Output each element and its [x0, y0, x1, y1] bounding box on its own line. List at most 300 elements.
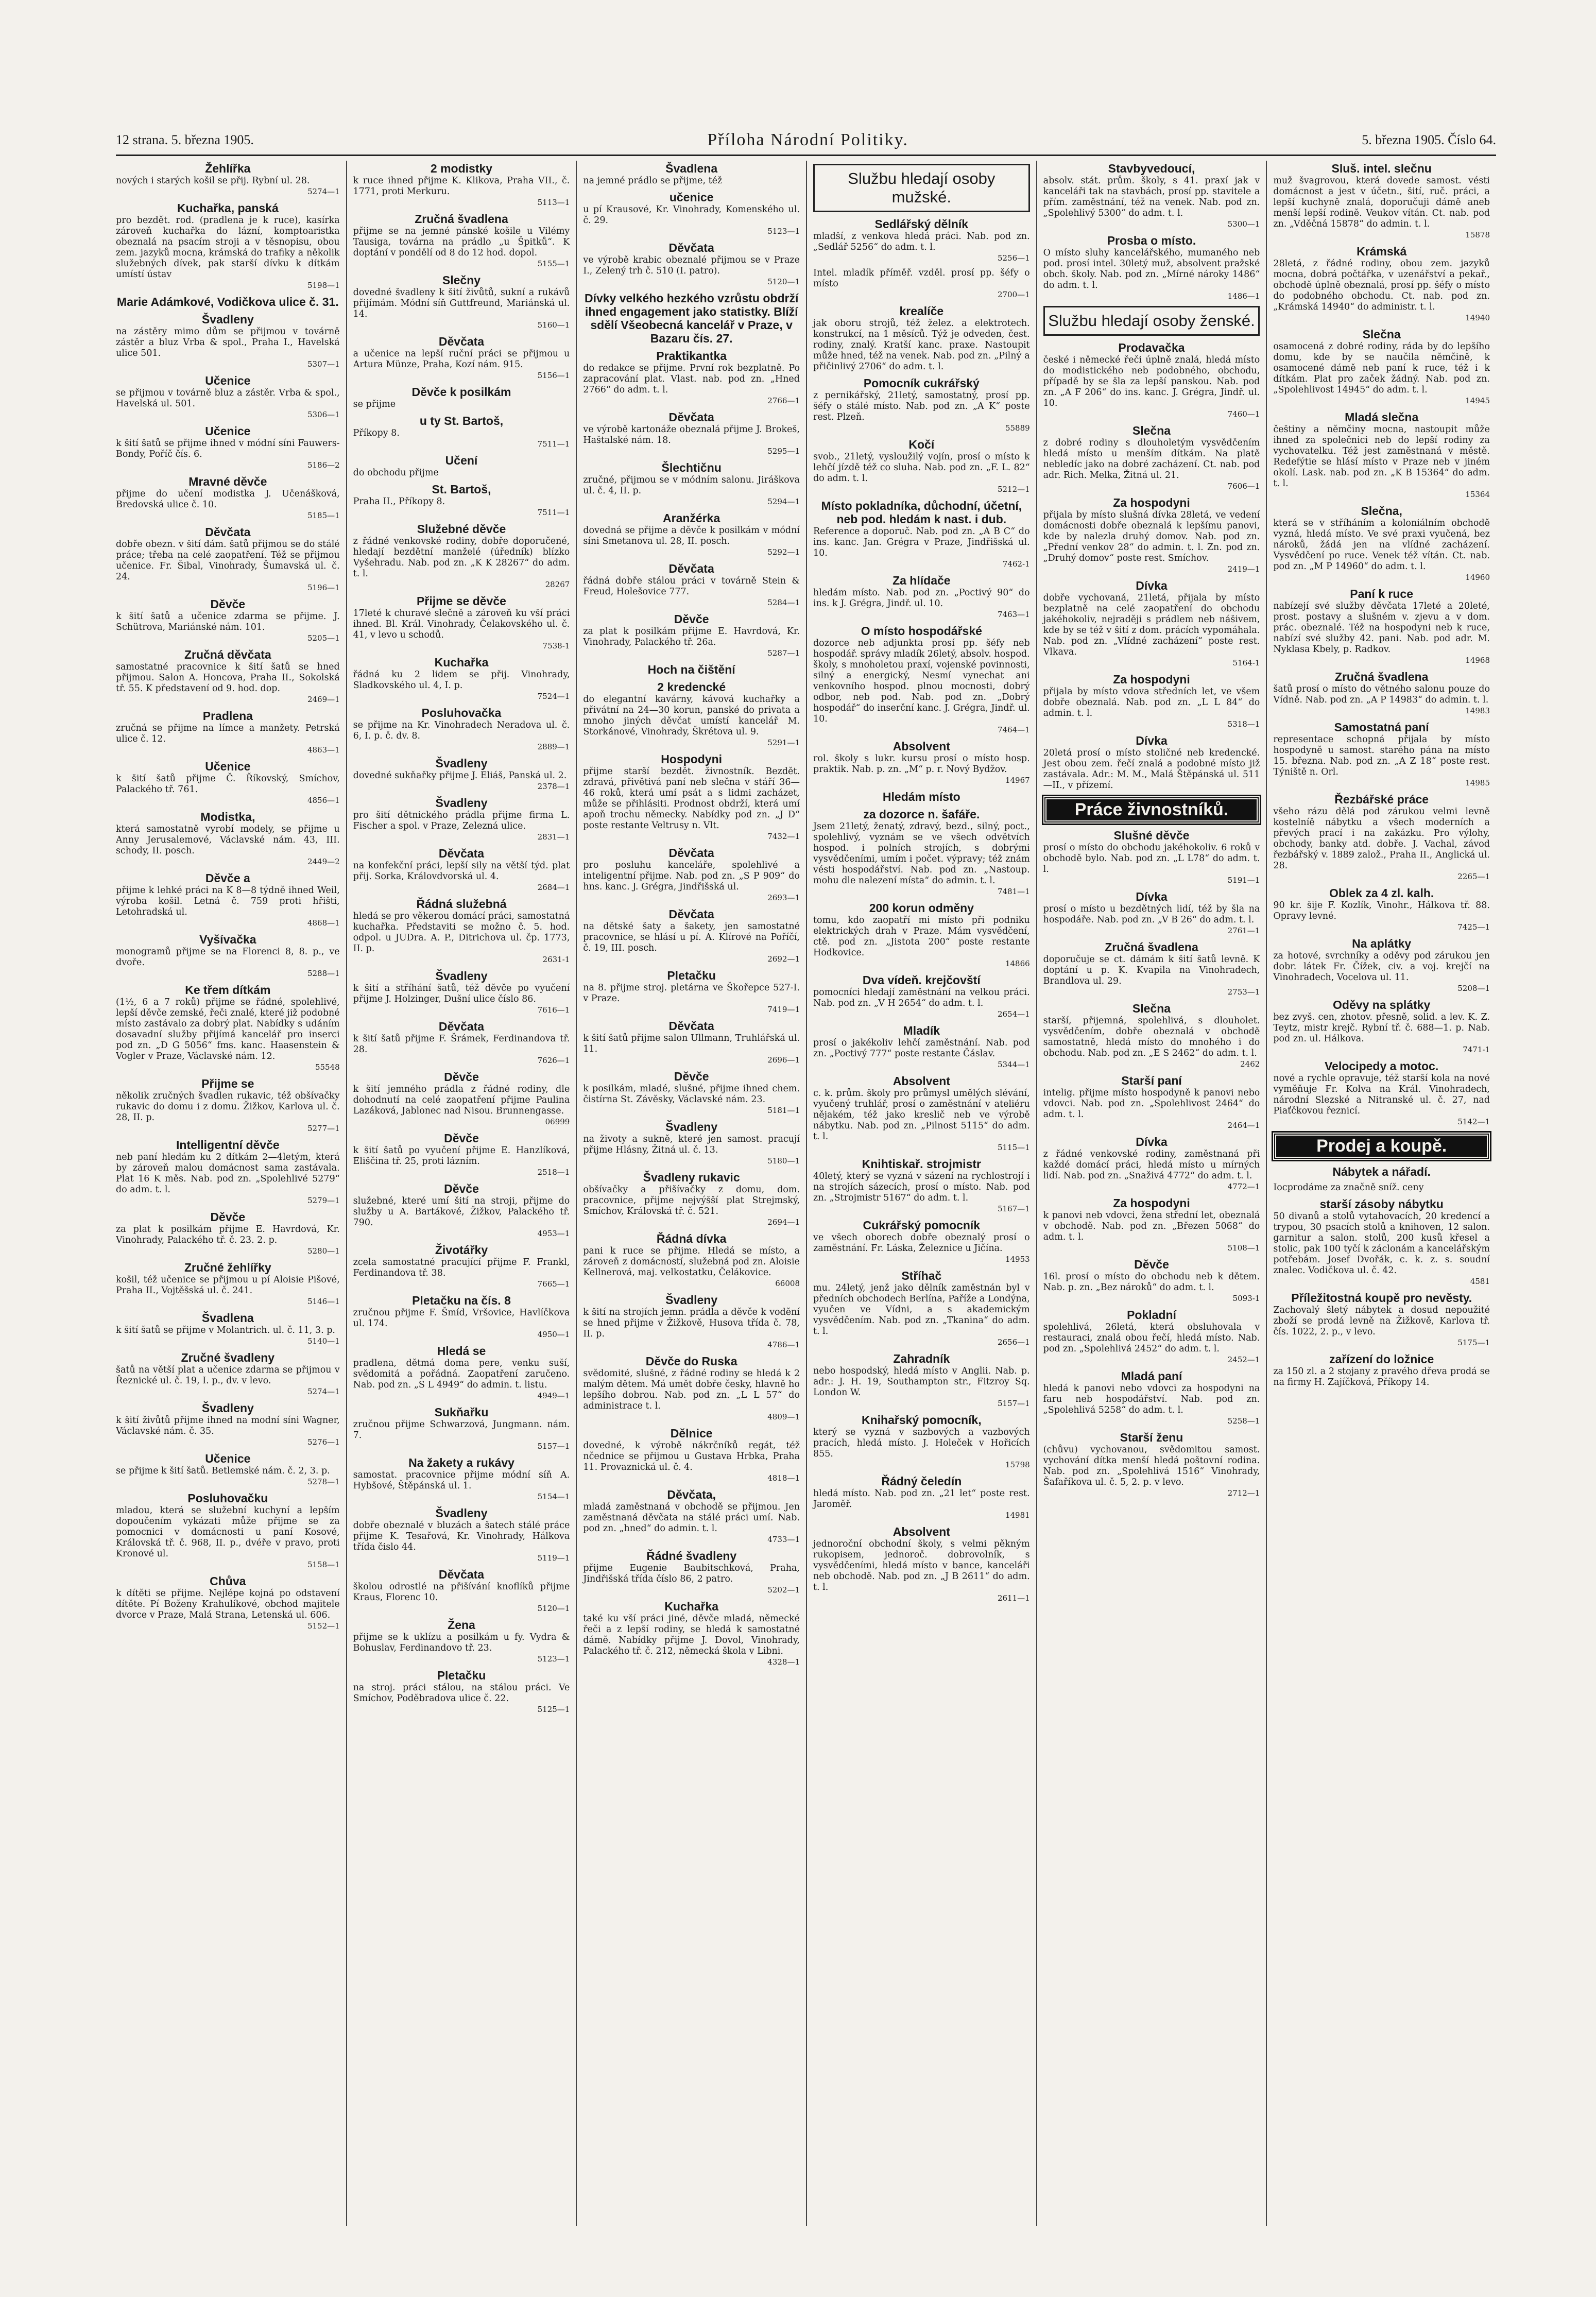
ad-text: monogramů přijme se na Florenci 8, 8. p., ve dvoře.: [116, 947, 340, 968]
ad-reference-number: 15878: [1465, 230, 1490, 239]
ad-heading: Dívka: [1136, 1135, 1168, 1148]
ad-text: (chůvu) vychovanou, svědomitou samost. vychování dítka menší hledá poštovní rodina. Nab. pod zn. „Spolehlivá 1516“ Vinohrady, Šafaříkova ul. č. 5, 2. p. v levo.: [1043, 1445, 1260, 1487]
ad-heading: Zručná švadlena: [1105, 940, 1198, 954]
ad-text: prosí o místo u bezdětných lidí, též by šla na hospodáře. Nab. pod zn. „V B 26“ do adm. t. l.: [1043, 904, 1260, 925]
ad-reference-number: 28267: [545, 580, 570, 589]
classifieds-columns: [116, 161, 1496, 2226]
ad-heading: Mladík: [903, 1024, 940, 1037]
ad-reference-number: 7462-1: [1002, 559, 1030, 569]
ad-reference-number: 7464—1: [997, 725, 1030, 734]
ad-text: na konfekční práci, lepší sily na větší týd. plat přij. Sorka, Královdvorská ul. 4.: [353, 861, 570, 882]
ad-heading: Slečna: [1132, 424, 1171, 437]
ad-heading: Posluhovačka: [421, 706, 502, 719]
ad-heading: Švadleny: [435, 796, 488, 810]
classified-ad: [116, 295, 340, 308]
ad-text: školou odrostlé na přišívání knoflíků přijme Kraus, Florenc 10.: [353, 1582, 570, 1603]
ad-heading: Dělnice: [670, 1427, 713, 1440]
classified-ad: [116, 1311, 340, 1347]
ad-heading: Děvčata: [205, 525, 251, 539]
ad-text: u pí Krausové, Kr. Vinohrady, Komenského ul. č. 29.: [583, 204, 800, 226]
ad-reference-number: 5160—1: [537, 320, 570, 330]
classified-ad: [1043, 734, 1260, 791]
classified-ad: [353, 1456, 570, 1502]
ad-heading: Pletačku na čís. 8: [412, 1294, 511, 1307]
classified-ad: [353, 1506, 570, 1564]
ad-text: k šití a stříhání šatů, též děvče po vyučení přijme J. Holzinger, Dušní ulice číslo 86.: [353, 983, 570, 1004]
ad-text: se přijme k šití šatů. Betlemské nám. č. 2, 3. p.: [116, 1466, 330, 1476]
ad-heading: starší zásoby nábytku: [1319, 1197, 1444, 1211]
ad-reference-number: 5164-1: [1232, 658, 1260, 667]
classified-ad: [353, 847, 570, 893]
ad-text: češtiny a němčiny mocna, nastoupit může ihned za společnici neb do lepší rodiny za vychovatelku. Též jest zaměstnaná v městě. Redefýtie se hlásí místo v Praze neb v jiném okolí. Lask. nab. pod zn. „K B 15364“ do adm. t. l.: [1273, 424, 1490, 489]
ad-heading: Ke třem dítkám: [185, 983, 271, 997]
ad-text: přijme do učení modistka J. Učenášková, Bredovská ulice č. 10.: [116, 489, 340, 510]
classified-ad: [353, 454, 570, 478]
ad-heading: Na aplátky: [1352, 937, 1412, 950]
ad-reference-number: 2696—1: [767, 1055, 800, 1065]
ad-text: samostat. pracovnice přijme módní síň A. Hybšové, Štěpánská ul. 1.: [353, 1470, 570, 1491]
ad-heading: Hledám místo: [882, 790, 960, 803]
ad-reference-number: 5120—1: [767, 277, 800, 286]
ad-text: jak oboru strojů, též želez. a elektrotech. konstrukcí, na 1 měsíců. Týž je odveden, čest. rodiny, znalý. Kratší kanc. praxe. Nastoupit může hned, též na venek. Nab. pod zn. „Pilný a přičinlivý 2706“ do adm. t. l.: [813, 318, 1030, 372]
ad-reference-number: 5142—1: [1457, 1117, 1490, 1126]
ad-heading: Paní k ruce: [1350, 587, 1414, 601]
classified-ad: [813, 901, 1030, 969]
classified-ad: [1273, 998, 1490, 1055]
classified-ad: [583, 1355, 800, 1422]
ad-text: muž švagrovou, která dovede samost. vésti domácnost a jest v účetn., šití, ruč. práci, a lepší kuchyně znalá, doporučuji dámě aneb menší lepší rodině. Veukov vítán. Ct. nab. pod zn. „Vděčná 15878“ do admin. t. l.: [1273, 176, 1490, 229]
ad-heading: Cukrářský pomocník: [863, 1219, 981, 1232]
ad-text: zručnou přijme F. Šmíd, Vršovice, Havlíčkova ul. 174.: [353, 1308, 570, 1329]
ad-heading: Učenice: [205, 1452, 251, 1465]
section-banner: Prodej a koupě.: [1273, 1133, 1490, 1160]
ad-reference-number: 4733—1: [767, 1535, 800, 1544]
ad-heading: 2 kredencké: [657, 680, 726, 694]
ad-text: a učenice na lepší ruční práci se přijmou u Artura Münze, Praha, Kozí nám. 915.: [353, 349, 570, 370]
classified-ad: [353, 1568, 570, 1614]
ad-heading: Děvčata: [668, 1019, 714, 1033]
classified-ad: [353, 483, 570, 518]
ad-reference-number: 5279—1: [307, 1196, 340, 1205]
ad-heading: Knihařský pomocník,: [862, 1413, 982, 1427]
ad-reference-number: 7606—1: [1227, 482, 1260, 491]
ad-reference-number: 4863—1: [307, 745, 340, 755]
classified-ad: [116, 983, 340, 1073]
ad-text: svob., 21letý, vysloužilý vojín, prosí o místo k lehčí jízdě též co sluha. Nab. pod zn. „F. L. 82“ do adm. t. l.: [813, 452, 1030, 484]
ad-text: přijme Eugenie Baubitschková, Praha, Jindřišská třída číslo 86, 2 patro.: [583, 1563, 800, 1584]
ad-reference-number: 2631-1: [542, 955, 570, 964]
ad-reference-number: 4949—1: [537, 1391, 570, 1400]
ad-heading: Hospodyni: [661, 752, 723, 766]
classified-ad: [813, 1269, 1030, 1348]
ad-heading: Děvče: [210, 1210, 246, 1224]
ad-heading: Kuchařka, panská: [177, 201, 279, 215]
classified-ad: [1043, 579, 1260, 668]
ad-reference-number: 2831—1: [537, 832, 570, 842]
ad-reference-number: 7481—1: [997, 887, 1030, 896]
ad-text: dobře vychovaná, 21letá, přijala by místo bezplatně na celé zaopatření do obchodu jakéhokoliv, nejraději s prádlem neb nášivem, kde by se též v šití z dom. prácích vypomáhala. Nab. pod zn. „Vlídné zacházení“ poste rest. Vlkava.: [1043, 593, 1260, 657]
ad-text: dobře obeznalé v bluzách a šatech stálé práce přijme K. Tesařová, Kr. Vinohrady, Hálkova třída čislo 44.: [353, 1520, 570, 1552]
classified-ad: [583, 292, 800, 345]
ad-heading: Řádná dívka: [656, 1232, 727, 1245]
classified-ad: [583, 612, 800, 659]
ad-heading: Krámská: [1357, 245, 1407, 258]
ad-reference-number: 7460—1: [1227, 409, 1260, 419]
ad-reference-number: 2449—2: [307, 857, 340, 866]
ad-text: do redakce se přijme. První rok bezplatně. Po zapracování plat. Vlast. nab. pod zn. „Hned 2766“ do adm. t. l.: [583, 363, 800, 395]
ad-heading: Mladá paní: [1121, 1369, 1182, 1383]
ad-reference-number: 14985: [1465, 778, 1490, 787]
classified-ad: [1273, 1291, 1490, 1348]
ad-heading: Švadleny rukavic: [643, 1171, 740, 1184]
ad-reference-number: 4950—1: [537, 1330, 570, 1339]
ad-reference-number: 14940: [1465, 313, 1490, 322]
ad-heading: Učenice: [205, 760, 251, 773]
classified-ad: [583, 461, 800, 507]
ad-heading: 200 korun odměny: [869, 901, 974, 915]
ad-heading: učenice: [669, 191, 714, 204]
ad-text: Reference a doporuč. Nab. pod zn. „A B C“ do ins. kanc. Jan. Grégra v Praze, Jindřišská ul. 10.: [813, 526, 1030, 558]
classified-ad: [583, 907, 800, 965]
ad-reference-number: 5113—1: [537, 198, 570, 207]
ad-reference-number: 5291—1: [767, 738, 800, 747]
classified-ad: [813, 268, 1030, 300]
classified-ad: [583, 241, 800, 287]
ad-heading: Slečna,: [1361, 504, 1402, 518]
ad-text: k posilkám, mladé, slušné, přijme ihned chem. čistírna St. Závěsky, Václavské nám. 23.: [583, 1084, 800, 1105]
ad-text: mladá zaměstnaná v obchodě se přijmou. Jen zaměstnaná děvčata na stálé práci umí. Nab. pod zn. „hned“ do admin. t. l.: [583, 1502, 800, 1534]
ad-reference-number: 14981: [1005, 1511, 1030, 1520]
classified-ad: [353, 335, 570, 381]
ad-text: k dítěti se přijme. Nejlépe kojná po odstavení dítěte. Pí Boženy Krahulíkové, obchod majitele dvorce v Praze, Malá Strana, Letenská ul. 606.: [116, 1588, 340, 1620]
classified-ad: [1273, 587, 1490, 666]
classified-ad: [583, 511, 800, 558]
classified-ad: [116, 1401, 340, 1448]
classified-ad: [116, 374, 340, 420]
classified-ad: [1273, 1182, 1490, 1193]
ad-heading: Děvče: [444, 1070, 479, 1084]
classified-ad: [813, 1475, 1030, 1521]
ad-text: na dětské šaty a šakety, jen samostatné pracovnice, se hlásí u pí. A. Klírové na Poříčí, č. 19, III. posch.: [583, 921, 800, 953]
ad-reference-number: 5284—1: [767, 598, 800, 607]
ad-heading: Švadleny: [201, 313, 254, 326]
ad-heading: Švadleny: [665, 1293, 718, 1307]
ad-text: c. k. prům. školy pro průmysl umělých slévání, vyučený truhlář, prosí o zaměstnání v ateliéru nějakém, též jako kreslič neb ve výrobě nábytku. Nab. pod zn. „Pilnost 5115“ do adm. t. l.: [813, 1088, 1030, 1142]
ad-heading: Vyšívačka: [199, 933, 256, 946]
classified-ad: [116, 709, 340, 756]
classified-ad: [813, 973, 1030, 1020]
ad-text: 50 divanů a stolů vytahovacích, 20 kredencí a trypou, 30 psacích stolů a knihoven, 12 salon. garnitur a salon. stolů, 200 kusů křesel a stolic, pak 100 tyčí k záclonám a kancelářským potřebám. Josef Dvořák, c. k. z. s. soudní znalec. Vodičkova ul. č. 42.: [1273, 1211, 1490, 1276]
ad-text: Jsem 21letý, ženatý, zdravý, bezd., silný, poct., spolehlivý, vyznám se ve všech odvětvích hospod. i polních strojích, s dobrými vysvědčeními, umím i počet. výpravy; též znám vésti hospodářství. Nab. pod zn. „Nastoup. mohu dle nalezení místa“ do admin. t. l.: [813, 821, 1030, 886]
ad-text: spolehlivá, 26letá, která obsluhovala v restauraci, znalá obou řečí, hledá místo. Nab. pod zn. „Spolehlivá 2452“ do adm. t. l.: [1043, 1322, 1260, 1354]
classified-ad: [353, 796, 570, 843]
ad-text: nabízejí své služby děvčata 17leté a 20leté, prost. postavy a slušném v. zjevu a v dom. prác. obeznalé. Též na hospodyni neb k ruce, nabízí své služby 42. pani. Nab. pod adr. M. Nyklasa Kbely, p. Radkov.: [1273, 601, 1490, 655]
ad-heading: Mladá slečna: [1345, 410, 1419, 424]
ad-text: šatů prosí o místo do větného salonu pouze do Vídně. Nab. pod zn. „A P 14983“ do admin. t. l.: [1273, 684, 1490, 705]
column-4: [806, 161, 1036, 2226]
classified-ad: [813, 624, 1030, 735]
ad-reference-number: 5115—1: [997, 1143, 1030, 1152]
classified-ad: [1273, 1352, 1490, 1388]
ad-text: přijme starší bezdět. živnostník. Bezdět. zdravá, přivětivá paní neb slečna v stáří 36—46 roků, která umí psát a s lidmi zacházet, může se přihlásiti. Prodnost obdrží, která umí apoň trochu německy. Nabídky pod zn. „J D“ poste restante Veltrusy n. Vlt.: [583, 766, 800, 831]
classified-ad: [116, 424, 340, 471]
classified-ad: [1043, 1196, 1260, 1254]
ad-heading: Kočí: [908, 438, 935, 451]
classified-ad: [116, 648, 340, 705]
classified-ad: [1043, 1074, 1260, 1131]
ad-reference-number: 4786—1: [767, 1340, 800, 1349]
ad-reference-number: 2462: [1240, 1059, 1260, 1069]
ad-text: na životy a sukně, které jen samost. pracují přijme Hlásny, Žitná ul. č. 13.: [583, 1134, 800, 1155]
classified-ad: [1043, 940, 1260, 998]
ad-text: absolv. stát. prům. školy, s 41. praxí jak v kanceláři tak na stavbách, prosí pp. stavitele a přím. zaměstnání, též na venek. Nab. pod zn. „Spolehlivý 5300“ do adm. t. l.: [1043, 176, 1260, 218]
classified-ad: [116, 1452, 340, 1487]
ad-text: pradlena, dětmá doma pere, venku suší, svědomitá a pořádná. Zaopatření zaručeno. Nab. pod zn. „S L 4949“ do admin. t. listu.: [353, 1358, 570, 1390]
ad-reference-number: 5300—1: [1227, 219, 1260, 229]
ad-heading: Zručná děvčata: [184, 648, 271, 661]
ad-reference-number: 7511—1: [537, 439, 570, 449]
ad-reference-number: 2761—1: [1227, 926, 1260, 935]
classified-ad: [353, 385, 570, 410]
classified-ad: [583, 1232, 800, 1289]
classified-ad: [583, 562, 800, 608]
ad-heading: Slečna: [1132, 1002, 1171, 1015]
ad-heading: Oblek za 4 zl. kalh.: [1329, 886, 1434, 900]
ad-text: k ruce ihned přijme K. Klikova, Praha VII., č. 1771, proti Merkuru.: [353, 176, 570, 197]
ad-heading: Přijme se: [201, 1077, 254, 1090]
classified-ad: [116, 1574, 340, 1632]
classified-ad: [1043, 424, 1260, 492]
ad-text: z pernikářský, 21letý, samostatný, prosí pp. šéfy o stálé místo. Nab. pod zn. „A K“ poste rest. Plzeň.: [813, 390, 1030, 422]
column-1: [116, 161, 346, 2226]
classified-ad: [1043, 1135, 1260, 1192]
ad-reference-number: 2889—1: [537, 742, 570, 751]
ad-heading: Děvče: [674, 612, 709, 626]
classified-ad: [1273, 328, 1490, 406]
classified-ad: [116, 201, 340, 291]
ad-heading: Aranžérka: [663, 511, 720, 525]
ad-reference-number: 4809—1: [767, 1412, 800, 1421]
ad-text: dovedná se přijme a děvče k posilkám v módní síni Smetanova ul. 28, II. posch.: [583, 525, 800, 546]
classified-ad: [583, 410, 800, 457]
ad-text: obšívačky a přišívačky z domu, dom. pracovnice, přijme nejvýšší plat Strejmský, Smíchov, Královská tř. č. 521.: [583, 1185, 800, 1216]
ad-text: k šití šatů přijme salon Ullmann, Truhlářská ul. 11.: [583, 1033, 800, 1054]
ad-text: hledá se pro věkerou domácí práci, samostatná kuchařka. Představiti se možno č. 5. hod. odpol. u JUDra. A. P., Ditrichova ul. čp. 1773, II. p.: [353, 911, 570, 954]
classified-ad: [116, 871, 340, 929]
ad-text: zcela samostatné pracující přijme F. Frankl, Ferdinandova tř. 38.: [353, 1257, 570, 1278]
ad-heading: Sukňařku: [434, 1405, 489, 1419]
ad-reference-number: 5140—1: [307, 1336, 340, 1346]
ad-reference-number: 2692—1: [767, 954, 800, 964]
ad-heading: Švadleny: [435, 1506, 488, 1520]
classified-ad: [583, 1120, 800, 1167]
classified-ad: [1043, 162, 1260, 230]
ad-text: dovedné, k výrobě nákrčníků regát, též nčednice se přijmou u Gustava Hrbka, Praha 11. Provaznická ul. č. 4.: [583, 1441, 800, 1472]
ad-text: pro šití dětnického prádla přijme firma L. Fischer a spol. v Praze, Zelezná ulice.: [353, 810, 570, 831]
ad-text: pro bezdět. rod. (pradlena je k ruce), kasírka zároveň kuchařka do lázní, komptoaristka obeznalá na psacím stroji a v těsnopisu, obou zem. jazyků mocna, krámská do trafiky a několik služebných dívek, pak starší dívku k dítkám umístí ústav: [116, 215, 340, 280]
classified-ad: [1273, 1165, 1490, 1178]
ad-reference-number: 4818—1: [767, 1473, 800, 1483]
ad-reference-number: 5307—1: [307, 359, 340, 369]
ad-heading: Stříhač: [901, 1269, 942, 1282]
ad-reference-number: 14866: [1005, 959, 1030, 968]
classified-ad: [116, 1351, 340, 1397]
ad-reference-number: 2654—1: [997, 1009, 1030, 1019]
classified-ad: [353, 522, 570, 590]
ad-heading: Řádné švadleny: [646, 1549, 737, 1563]
ad-reference-number: 5152—1: [307, 1621, 340, 1631]
ad-reference-number: 7471-1: [1463, 1045, 1490, 1054]
ad-heading: Řádná služebná: [416, 897, 507, 911]
ad-reference-number: 4856—1: [307, 796, 340, 805]
classified-ad: [353, 1344, 570, 1401]
ad-reference-number: 5287—1: [767, 648, 800, 658]
ad-heading: Švadleny: [665, 1120, 718, 1134]
ad-text: prosí o místo do obchodu jakéhokoliv. 6 roků v obchodě bylo. Nab. pod zn. „L L78“ do adm. t. l.: [1043, 843, 1260, 875]
ad-text: řádná dobře stálou práci v továrně Stein & Freud, Holešovice 777.: [583, 576, 800, 597]
classified-ad: [583, 1019, 800, 1066]
ad-heading: Absolvent: [893, 740, 950, 753]
ad-text: k šití šatů se přijme v Molantrich. ul. č. 11, 3. p.: [116, 1325, 335, 1335]
ad-reference-number: 5125—1: [537, 1705, 570, 1714]
ad-heading: Slušné děvče: [1113, 829, 1190, 842]
ad-text: zručná se přijme na límce a manžety. Petrská ulice č. 12.: [116, 723, 340, 744]
ad-text: ve výrobě krabic obeznalé přijmou se v Praze I., Zelený trh č. 510 (I. patro).: [583, 255, 800, 276]
ad-reference-number: 5274—1: [307, 1387, 340, 1396]
classified-ad: [813, 1413, 1030, 1470]
classified-ad: [1273, 1059, 1490, 1127]
ad-reference-number: 5344—1: [997, 1060, 1030, 1069]
ad-reference-number: 4328—1: [767, 1657, 800, 1667]
ad-text: z dobré rodiny s dlouholetým vysvědčením hledá místo u menším dítkám. Na platě nebledíc jako na dobré zacházení. Ct. nab. pod adr. Rich. Melka, Žitná ul. 21.: [1043, 438, 1260, 481]
ad-reference-number: 5202—1: [767, 1585, 800, 1595]
classified-ad: [353, 212, 570, 269]
ad-heading: Stavbyvedoucí,: [1108, 162, 1195, 175]
ad-heading: Děvčata: [438, 335, 485, 348]
ad-heading: Příležitostná koupě pro nevěsty.: [1291, 1291, 1472, 1305]
ad-text: 20letá prosí o místo stoličné neb kredencké. Jest obou zem. řečí znalá a podobné místo již zastávala. Adr.: M. M., Malá Štěpánská ul. 511—II., v přízemí.: [1043, 748, 1260, 791]
classified-ad: [1273, 245, 1490, 323]
ad-reference-number: 7463—1: [997, 610, 1030, 619]
section-banner: Práce živnostníků.: [1043, 796, 1260, 824]
ad-reference-number: 5277—1: [307, 1124, 340, 1133]
ad-reference-number: 4772—1: [1227, 1182, 1260, 1191]
ad-heading: Pomocník cukrářský: [863, 376, 980, 390]
ad-heading: Děvče k posilkám: [411, 385, 511, 399]
classified-ad: [353, 1243, 570, 1290]
classified-ad: [353, 897, 570, 965]
ad-reference-number: 5191—1: [1227, 876, 1260, 885]
ad-reference-number: 2656—1: [997, 1338, 1030, 1347]
ad-text: k šití jemného prádla z řádné rodiny, dle dohodnutí na celé zaopatření přijme Paulina Lazáková, Jablonec nad Nisou. Brunnengasse.: [353, 1084, 570, 1116]
classified-ad: [813, 499, 1030, 570]
classified-ad: [116, 760, 340, 806]
ad-text: pro posluhu kanceláře, spolehlivé a inteligentní přijme. Nab. pod zn. „S P 909“ do hns. kanc. J. Grégra, Jindřišská ul.: [583, 860, 800, 892]
ad-reference-number: 2766—1: [767, 396, 800, 405]
ad-text: nových i starých košil se přij. Rybní ul. 28.: [116, 176, 310, 186]
ad-reference-number: 7511—1: [537, 508, 570, 517]
ad-text: 90 kr. šije F. Kozlík, Vinohr., Hálkova tř. 88. Opravy levné.: [1273, 900, 1490, 921]
ad-reference-number: 5292—1: [767, 547, 800, 557]
ad-text: Zachovalý šletý nábytek a dosud nepoužité zboží se prodá levně na Žižkově, Karlova tř. čís. 1022, 2. p., v levo.: [1273, 1305, 1490, 1337]
ad-text: do obchodu přijme: [353, 468, 439, 478]
ad-heading: Děvčata: [668, 241, 714, 254]
ad-heading: Dívka: [1136, 579, 1168, 592]
classified-ad: [1273, 162, 1490, 241]
classified-ad: [583, 969, 800, 1015]
ad-heading: Děvčata: [438, 847, 485, 860]
ad-heading: Děvčata: [668, 562, 714, 575]
ad-reference-number: 5294—1: [767, 497, 800, 506]
ad-heading: Švadleny: [435, 757, 488, 770]
column-3: [576, 161, 806, 2226]
paper-title: Příloha Národní Politiky.: [707, 130, 908, 149]
ad-reference-number: 7665—1: [537, 1279, 570, 1289]
ad-text: za plat k posilkám přijme E. Havrdová, Kr. Vinohrady, Palackého tř. č. 23. 2. p.: [116, 1224, 340, 1245]
ad-reference-number: 2464—1: [1227, 1121, 1260, 1130]
classified-ad: [583, 1070, 800, 1116]
classified-ad: [1273, 886, 1490, 933]
ad-heading: Dva vídeň. krejčovští: [862, 973, 981, 987]
ad-reference-number: 5123—1: [537, 1654, 570, 1664]
ad-text: košil, též učenice se přijmou u pí Aloisie Pišové, Praha II., Vojtěšská ul. č. 241.: [116, 1275, 340, 1296]
ad-reference-number: 7432—1: [767, 832, 800, 841]
classified-ad: [353, 1669, 570, 1715]
ad-reference-number: 66008: [775, 1279, 800, 1288]
ad-reference-number: 2684—1: [537, 883, 570, 892]
ad-heading: zařízení do ložnice: [1329, 1352, 1434, 1366]
classified-ad: [353, 273, 570, 331]
ad-text: Intel. mladík příměř. vzděl. prosí pp. šéfy o místo: [813, 268, 1030, 289]
ad-heading: Velocipedy a motoc.: [1325, 1059, 1439, 1073]
ad-text: intelig. přijme místo hospodyně k panovi nebo vdovci. Nab. pod zn. „Spolehlivost 2464“ do adm. t. l.: [1043, 1088, 1260, 1120]
ad-reference-number: 2753—1: [1227, 987, 1260, 997]
ad-reference-number: 5108—1: [1227, 1243, 1260, 1253]
ad-reference-number: 2611—1: [997, 1593, 1030, 1603]
classified-ad: [813, 574, 1030, 620]
ad-heading: Zručné žehlířky: [184, 1261, 271, 1274]
ad-text: dovedné švadleny k šití živůtů, sukní a rukávů přijímám. Módní síň Guttfreund, Mariánská ul. 14.: [353, 287, 570, 319]
ad-reference-number: 5157—1: [537, 1442, 570, 1451]
classified-ad: [583, 1600, 800, 1668]
classified-ad: [813, 1024, 1030, 1070]
ad-text: 40letý, který se vyzná v sázení na rychlostrojí i na strojích sázecích, prosí o místo. Nab. pod zn. „Strojmistr 5167“ do adm. t. l.: [813, 1171, 1030, 1203]
ad-reference-number: 5318—1: [1227, 719, 1260, 729]
ad-reference-number: 14983: [1465, 706, 1490, 715]
classified-ad: [813, 376, 1030, 434]
ad-reference-number: 5157—1: [997, 1399, 1030, 1408]
classified-ad: [116, 475, 340, 521]
ad-reference-number: 5175—1: [1457, 1338, 1490, 1347]
classified-ad: [116, 162, 340, 197]
ad-heading: Děvče: [1134, 1258, 1169, 1271]
ad-text: zručnou přijme Schwarzová, Jungmann. nám. 7.: [353, 1419, 570, 1441]
ad-reference-number: 5258—1: [1227, 1416, 1260, 1426]
ad-reference-number: 2265—1: [1457, 872, 1490, 881]
ad-reference-number: 5295—1: [767, 447, 800, 456]
ad-reference-number: 14967: [1005, 776, 1030, 785]
ad-heading: Sedlářský dělník: [874, 217, 969, 231]
ad-text: k šití na strojích jemn. prádla a děvče k vodění se hned přijme v Žižkově, Husova třída č. 78, II. p.: [583, 1307, 800, 1339]
ad-text: doporučuje se ct. dámám k šití šatů levně. K doptání u p. K. Kvapila na Vinohradech, Brandlova ul. 29.: [1043, 954, 1260, 986]
newspaper-page: [116, 129, 1496, 2230]
ad-reference-number: 7616—1: [537, 1005, 570, 1015]
ad-reference-number: 2419—1: [1227, 564, 1260, 574]
ad-text: mladší, z venkova hledá práci. Nab. pod zn. „Sedlář 5256“ do adm. t. l.: [813, 231, 1030, 252]
ad-reference-number: 55548: [315, 1062, 340, 1072]
ad-heading: Modistka,: [200, 810, 255, 824]
ad-heading: Hoch na čištění: [647, 663, 735, 676]
